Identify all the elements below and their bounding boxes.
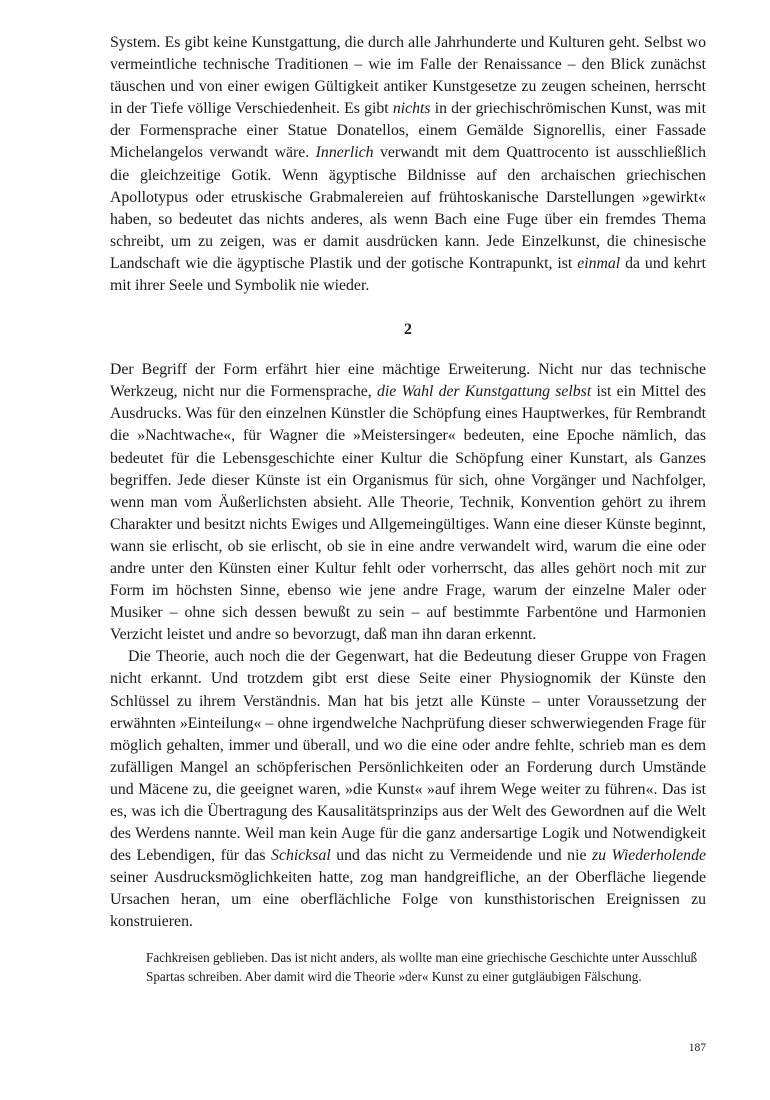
page-number: 187 xyxy=(688,1042,706,1054)
italic-emphasis: nichts xyxy=(392,100,431,118)
italic-emphasis: Schicksal xyxy=(271,847,331,865)
page-body xyxy=(110,32,706,987)
italic-emphasis: Innerlich xyxy=(315,144,374,162)
italic-emphasis: die Wahl der Kunstgattung selbst xyxy=(376,383,592,401)
section-number: 2 xyxy=(404,321,412,339)
footnote: Fachkreisen geblieben. Das ist nicht anders, als wollte man eine griechische Geschichte unter Ausschluß Spartas schreiben. Aber damit wird die Theorie »der« Kunst zu einer gutgläubigen Fälschung. xyxy=(146,949,698,985)
italic-emphasis: einmal xyxy=(577,254,621,272)
paragraph-theory: Die Theorie, auch noch die der Gegenwart, hat die Bedeutung dieser Gruppe von Fragen nicht erkannt. Und trotzdem gibt erst diese Seite einer Physiognomik der Künste den Schlüssel zu ihrem Verständnis. Man hat bis jetzt alle Künste – unter Voraussetzung der erwähnten »Einteilung« – ohne irgendwelche Nachprüfung dieser schwerwiegenden Frage für möglich gehalten, immer und überall, und wo die eine oder andre fehlte, schrieb man es dem zufälligen Mangel an schöpferischen Persönlichkeiten oder an Forderung durch Umstände und Mäcene zu, die geeignet waren, »die Kunst« »auf ihrem Wege weiter zu führen«. Das ist es, was ich die Übertragung des Kausalitätsprinzips aus der Welt des Gewordnen auf die Welt des Werdens nannte. Weil man kein Auge für die ganz andersartige Logik und Notwendigkeit des Lebendigen, für das Schicksal und das nicht zu Vermeidende und nie zu Wiederholende seiner Ausdrucksmöglichkeiten hatte, zog man handgreifliche, an der Oberfläche liegende Ursachen heran, um eine oberflächliche Folge von kunsthistorischen Ereignissen zu konstruieren. xyxy=(110,648,706,931)
paragraph-continuation: System. Es gibt keine Kunstgattung, die durch alle Jahrhunderte und Kulturen geht. Selbst wo vermeintliche technische Traditionen – wie im Falle der Renaissance – den Blick zunächst täuschen und von einer ewigen Gültigkeit antiker Kunstgesetze zu zeugen scheinen, herrscht in der Tiefe völlige Verschiedenheit. Es gibt nichts in der griechischrömischen Kunst, was mit der Formensprache einer Statue Donatellos, einem Gemälde Signorellis, einer Fassade Michelangelos verwandt wäre. Innerlich verwandt mit dem Quattrocento ist ausschließlich die gleichzeitige Gotik. Wenn ägyptische Bildnisse auf den archaischen griechischen Apollotypus oder etruskische Grabmalereien auf frühtoskanische Darstellungen »gewirkt« haben, so bedeutet das nichts anderes, als wenn Bach eine Fuge über ein fremdes Thema schreibt, um zu zeigen, was er damit ausdrücken kann. Jede Einzelkunst, die chinesische Landschaft wie die ägyptische Plastik und der gotische Kontrapunkt, ist einmal da und kehrt mit ihrer Seele und Symbolik nie wieder. xyxy=(110,34,706,295)
italic-emphasis: zu Wiederholende xyxy=(591,847,706,865)
paragraph-form-concept: Der Begriff der Form erfährt hier eine mächtige Erweiterung. Nicht nur das technische Werkzeug, nicht nur die Formensprache, die Wahl der Kunstgattung selbst ist ein Mittel des Ausdrucks. Was für den einzelnen Künstler die Schöpfung eines Hauptwerkes, für Rembrandt die »Nachtwache«, für Wagner die »Meistersinger« bedeuten, eine Epoche nämlich, das bedeutet für die Lebensgeschichte einer Kultur die Schöpfung einer Kunstart, als Ganzes begriffen. Jede dieser Künste ist ein Organismus für sich, ohne Vorgänger und Nachfolger, wenn man vom Äußerlichsten absieht. Alle Theorie, Technik, Konvention gehört zu ihrem Charakter und besitzt nichts Ewiges und Allgemeingültiges. Wann eine dieser Künste beginnt, wann sie erlischt, ob sie erlischt, ob sie in eine andre verwandelt wird, warum die eine oder andre unter den Künsten einer Kultur fehlt oder vorherrscht, das alles gehört noch mit zur Form im höchsten Sinne, ebenso wie jene andre Frage, warum der einzelne Maler oder Musiker – ohne sich dessen bewußt zu sein – auf bestimmte Farbentöne und Harmonien Verzicht leistet und andre so bevorzugt, daß man ihn daran erkennt. xyxy=(110,361,707,644)
